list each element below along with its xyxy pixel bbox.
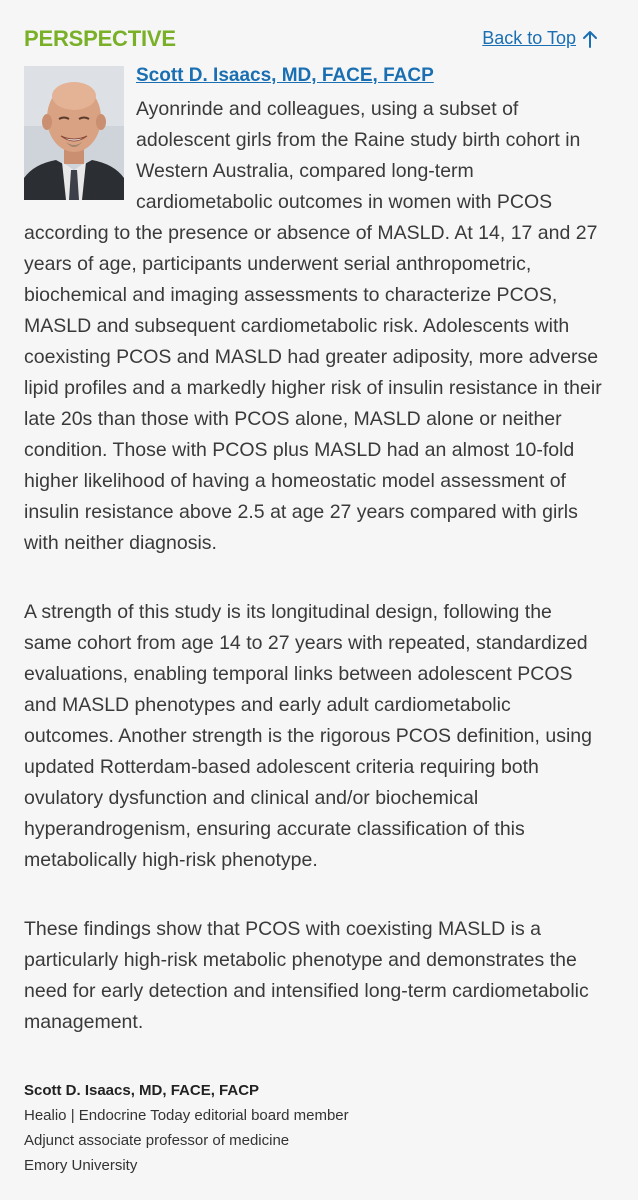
signature-line-1: Healio | Endocrine Today editorial board member [24,1107,349,1124]
signature-line-2: Adjunct associate professor of medicine [24,1132,290,1149]
signature-line-3: Emory University [24,1157,138,1174]
paragraph-3: These findings show that PCOS with coexisting MASLD is a particularly high-risk metabolic phenotype and demonstrates the need for early detection and intensified long-term cardiometabolic management. [24,918,589,1033]
arrow-up-icon [582,30,598,48]
author-signature [24,1078,584,1178]
article-body [24,62,604,1038]
paragraph-1: Ayonrinde and colleagues, using a subset of adolescent girls from the Raine study birth cohort in Western Australia, compared long-term cardiometabolic outcomes in women with PCOS according to the presence or absence of MASLD. At 14, 17 and 27 years of age, participants underwent serial anthropometric, biochemical and imaging assessments to characterize PCOS, MASLD and subsequent cardiometabolic risk. Adolescents with coexisting PCOS and MASLD had greater adiposity, more adverse lipid profiles and a markedly higher risk of insulin resistance in their late 20s than those with PCOS alone, MASLD alone or neither condition. Those with PCOS plus MASLD had an almost 10-fold higher likelihood of having a homeostatic model assessment of insulin resistance above 2.5 at age 27 years compared with girls with neither diagnosis. [24,98,602,554]
signature-name: Scott D. Isaacs, MD, FACE, FACP [24,1082,260,1099]
author-name-link[interactable]: Scott D. Isaacs, MD, FACE, FACP [136,65,434,86]
perspective-header [24,22,598,56]
back-to-top-label: Back to Top [482,28,576,48]
section-label: PERSPECTIVE [24,26,176,51]
back-to-top-link[interactable] [482,28,598,49]
paragraph-2: A strength of this study is its longitudinal design, following the same cohort from age 14 to 27 years with repeated, standardized evaluations, enabling temporal links between adolescent PCOS and MASLD phenotypes and early adult cardiometabolic outcomes. Another strength is the rigorous PCOS definition, using updated Rotterdam-based adolescent criteria requiring both ovulatory dysfunction and clinical and/or biochemical hyperandrogenism, ensuring accurate classification of this metabolically high-risk phenotype. [24,601,592,871]
photo-spacer [24,62,136,208]
